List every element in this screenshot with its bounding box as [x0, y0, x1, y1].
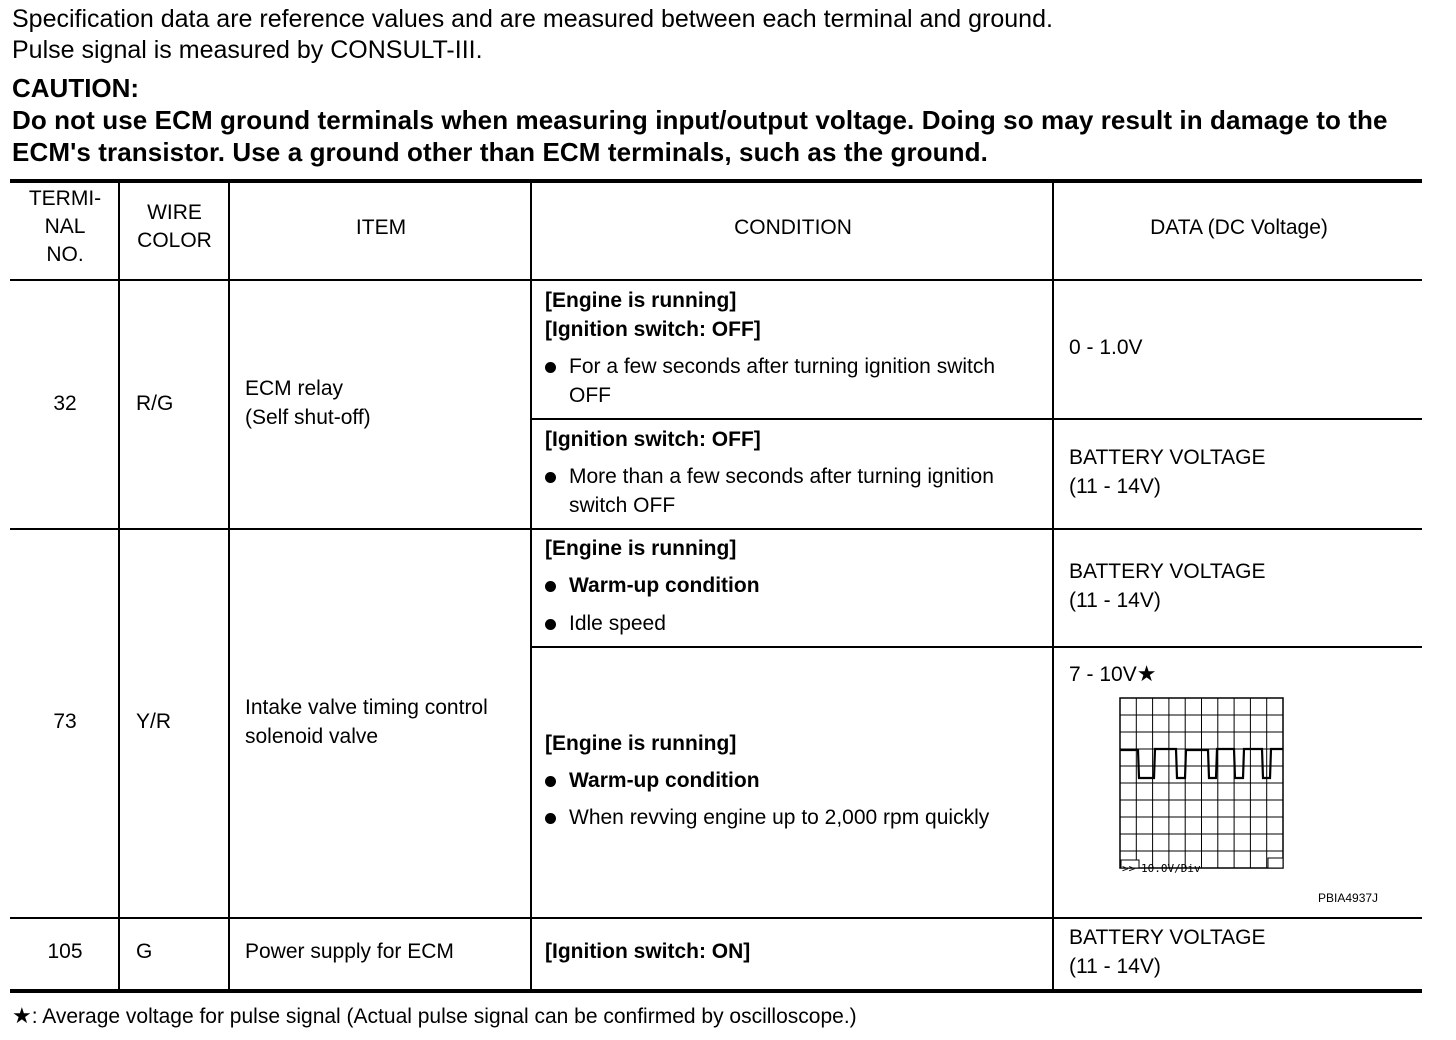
- wire-color-32: R/G: [136, 392, 174, 415]
- item-power-supply: Power supply for ECM: [245, 940, 454, 963]
- data-105: BATTERY VOLTAGE (11 - 14V): [1069, 926, 1266, 978]
- wire-color-73: Y/R: [136, 710, 172, 733]
- oscilloscope-waveform: [1110, 692, 1300, 892]
- header-wire-color: WIRE COLOR: [137, 201, 212, 252]
- item-ecm-relay: ECM relay (Self shut-off): [245, 377, 371, 429]
- data-73-b: 7 - 10V★: [1069, 661, 1157, 686]
- condition-105: [Ignition switch: ON]: [545, 940, 751, 963]
- caution-text: Do not use ECM ground terminals when measuring input/output voltage. Doing so may result in damage to the ECM's transistor. Use a ground other than ECM terminals, such as the ground.: [12, 105, 1388, 167]
- footnote: [12, 1003, 857, 1029]
- star-icon: ★: [12, 1003, 32, 1028]
- caution-title: CAUTION:: [12, 73, 140, 103]
- condition-32-b-bullet: More than a few seconds after turning ignition switch OFF: [545, 462, 994, 520]
- bullet-dot: [545, 581, 556, 592]
- condition-73-b-bullet-1: Warm-up condition: [545, 766, 760, 795]
- data-32-a: 0 - 1.0V: [1069, 336, 1143, 359]
- footnote-text: : Average voltage for pulse signal (Actual pulse signal can be confirmed by oscilloscope.): [31, 1005, 857, 1028]
- intro-line-2: Pulse signal is measured by CONSULT-III.: [12, 36, 483, 64]
- scope-scale-label: 10.0V/Div: [1141, 862, 1201, 875]
- figure-id: PBIA4937J: [1318, 891, 1379, 905]
- item-intake-valve-timing: Intake valve timing control solenoid valve: [245, 696, 488, 748]
- condition-73-b-heading: [Engine is running]: [545, 732, 737, 755]
- condition-32-a-heading: [Engine is running] [Ignition switch: OFF]: [545, 289, 761, 341]
- scope-marker: >>: [1122, 862, 1136, 875]
- intro-line-1: Specification data are reference values and are measured between each terminal and ground.: [12, 5, 1053, 33]
- terminal-32: 32: [53, 392, 77, 415]
- condition-73-a-bullet-1: Warm-up condition: [545, 571, 760, 600]
- header-item: ITEM: [355, 216, 407, 239]
- bullet-dot: [545, 813, 556, 824]
- condition-73-a-bullet-2: Idle speed: [545, 609, 666, 638]
- data-73-a: BATTERY VOLTAGE (11 - 14V): [1069, 560, 1266, 612]
- condition-32-a-bullet: For a few seconds after turning ignition switch OFF: [545, 352, 995, 410]
- star-icon: ★: [1136, 661, 1157, 686]
- terminal-105: 105: [47, 940, 83, 963]
- header-condition: CONDITION: [734, 216, 852, 239]
- bullet-dot: [545, 619, 556, 630]
- wire-color-105: G: [136, 940, 153, 963]
- condition-32-b-heading: [Ignition switch: OFF]: [545, 428, 761, 451]
- header-data: DATA (DC Voltage): [1150, 216, 1328, 239]
- bullet-dot: [545, 472, 556, 483]
- condition-73-a-heading: [Engine is running]: [545, 537, 737, 560]
- bullet-dot: [545, 362, 556, 373]
- terminal-73: 73: [53, 710, 77, 733]
- data-32-b: BATTERY VOLTAGE (11 - 14V): [1069, 446, 1266, 498]
- condition-73-b-bullet-2: When revving engine up to 2,000 rpm quickly: [545, 803, 989, 832]
- header-terminal-no: TERMI- NAL NO.: [28, 187, 102, 266]
- bullet-dot: [545, 776, 556, 787]
